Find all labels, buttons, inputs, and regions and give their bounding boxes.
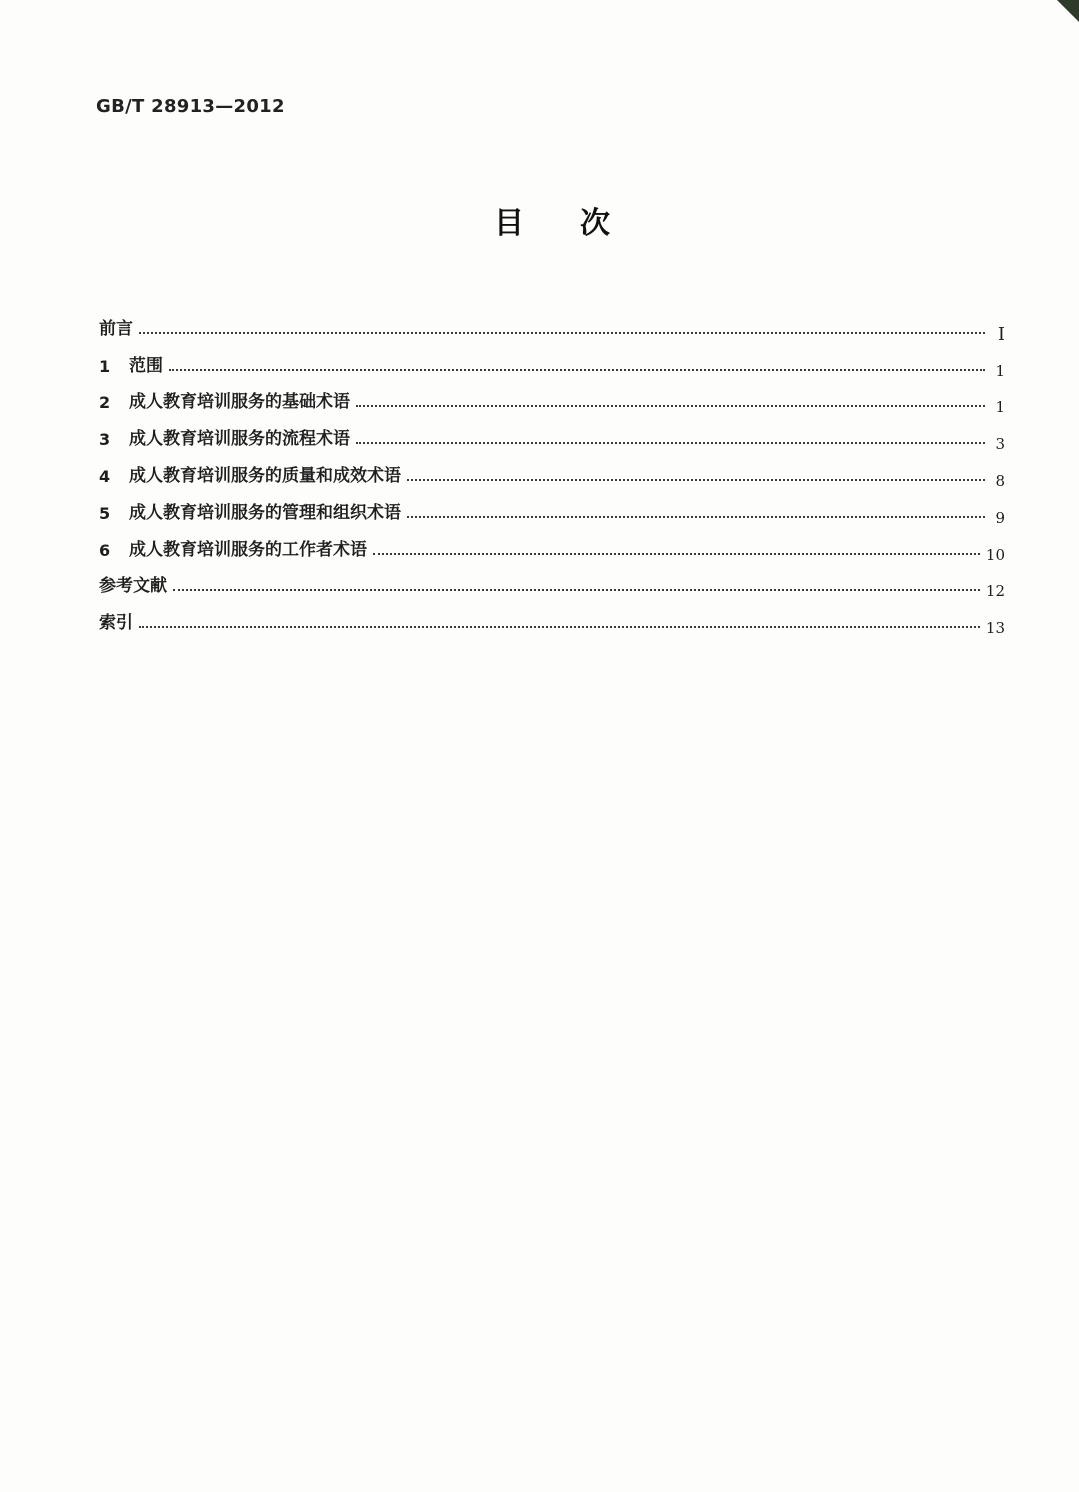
toc-dot-leader [169,369,985,371]
toc-entry-process-terms[interactable] [99,412,1005,454]
toc-entry-label: 成人教育培训服务的管理和组织术语 [129,502,401,523]
toc-entry-number: 5 [99,503,111,523]
toc-entry-label: 成人教育培训服务的基础术语 [129,392,350,413]
toc-dot-leader [139,332,985,334]
toc-entry-management-terms[interactable] [99,486,1005,527]
toc-title: 目次 [494,206,666,241]
table-of-contents [99,302,1005,638]
toc-dot-leader [373,553,980,555]
toc-entry-number: 3 [99,430,111,450]
toc-entry-page: 13 [985,619,1005,638]
toc-entry-label: 参考文献 [99,576,167,597]
toc-dot-leader [407,479,985,481]
toc-entry-foreword[interactable] [99,302,1005,345]
page-corner-mark [1057,0,1079,22]
toc-entry-quality-terms[interactable] [99,449,1005,490]
toc-entry-label: 索引 [99,613,133,634]
toc-entry-label: 成人教育培训服务的质量和成效术语 [129,465,401,486]
toc-entry-label: 范围 [129,355,163,376]
toc-entry-label: 成人教育培训服务的工作者术语 [129,539,367,560]
standard-code: GB/T 28913—2012 [96,96,285,117]
toc-entry-page: 9 [995,508,1005,527]
toc-entry-page: 8 [995,471,1005,490]
toc-entry-scope[interactable] [99,339,1005,380]
toc-dot-leader [407,516,985,518]
toc-entry-index[interactable] [99,596,1005,638]
toc-entry-page: 10 [985,545,1005,564]
toc-entry-label: 前言 [99,318,133,339]
toc-entry-number: 2 [99,393,111,413]
toc-entry-number: 1 [99,356,111,376]
toc-entry-label: 成人教育培训服务的流程术语 [129,429,350,450]
toc-entry-page: Ⅰ [997,323,1005,345]
toc-dot-leader [139,626,980,628]
toc-entry-basic-terms[interactable] [99,376,1005,417]
toc-dot-leader [356,405,985,407]
toc-entry-number: 4 [99,466,111,486]
toc-entry-page: 1 [995,361,1005,380]
toc-entry-number: 6 [99,540,111,560]
toc-entry-page: 1 [995,398,1005,417]
toc-entry-page: 3 [995,435,1005,454]
toc-entry-worker-terms[interactable] [99,523,1005,564]
toc-dot-leader [173,589,980,591]
toc-entry-page: 12 [985,582,1005,601]
toc-entry-references[interactable] [99,560,1005,601]
toc-dot-leader [356,442,985,444]
